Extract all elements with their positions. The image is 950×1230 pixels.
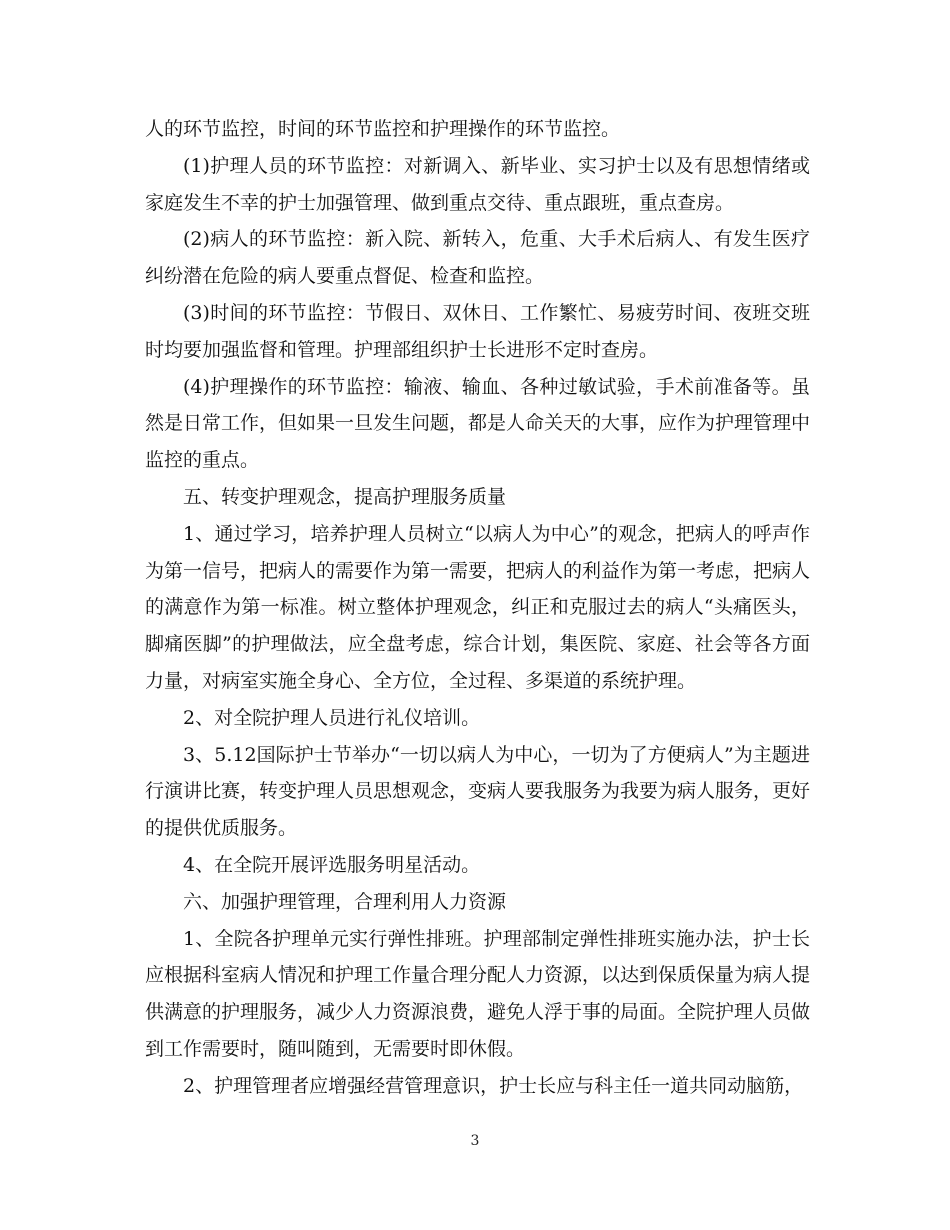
paragraph-13: 2、护理管理者应增强经营管理意识，护士长应与科主任一道共同动脑筋，: [183, 1074, 804, 1097]
paragraph-7: 1、通过学习，培养护理人员树立“以病人为中心”的观念，把病人的呼声作为第一信号，把病人的需要作为第一需要，把病人的利益作为第一考虑，把病人的满意作为第一标准。树立整体护理观念，纠正和克服过去的病人“头痛医头，脚痛医脚”的护理做法，应全盘考虑，综合计划，集医院、家庭、社会等各方面力量，对病室实施全身心、全方位，全过程、多渠道的系统护理。: [145, 522, 811, 692]
section-heading-5: 五、转变护理观念，提高护理服务质量: [183, 485, 507, 508]
paragraph-9: 3、5.12国际护士节举办“一切以病人为中心，一切为了方便病人”为主题进行演讲比赛，转变护理人员思想观念，变病人要我服务为我要为病人服务，更好的提供优质服务。: [145, 743, 811, 840]
paragraph-8: 2、对全院护理人员进行礼仪培训。: [183, 706, 481, 729]
paragraph-12: 1、全院各护理单元实行弹性排班。护理部制定弹性排班实施办法，护士长应根据科室病人情况和护理工作量合理分配人力资源，以达到保质保量为病人提供满意的护理服务，减少人力资源浪费，避免人浮于事的局面。全院护理人员做到工作需要时，随叫随到，无需要时即休假。: [145, 927, 811, 1060]
section-heading-6: 六、加强护理管理，合理利用人力资源: [183, 890, 507, 913]
document-body: [145, 111, 810, 1105]
paragraph-5: (4)护理操作的环节监控：输液、输血、各种过敏试验，手术前准备等。虽然是日常工作，但如果一旦发生问题，都是人命关天的大事，应作为护理管理中监控的重点。: [145, 375, 811, 472]
paragraph-1: 人的环节监控，时间的环节监控和护理操作的环节监控。: [145, 118, 621, 140]
paragraph-4: (3)时间的环节监控：节假日、双休日、工作繁忙、易疲劳时间、夜班交班时均要加强监督和管理。护理部组织护士长进形不定时查房。: [145, 301, 810, 361]
paragraph-10: 4、在全院开展评选服务明星活动。: [183, 853, 481, 876]
page-number: 3: [470, 1133, 480, 1149]
paragraph-2: (1)护理人员的环节监控：对新调入、新毕业、实习护士以及有思想情绪或家庭发生不幸的护士加强管理、做到重点交待、重点跟班，重点查房。: [145, 154, 810, 214]
paragraph-3: (2)病人的环节监控：新入院、新转入，危重、大手术后病人、有发生医疗纠纷潜在危险的病人要重点督促、检查和监控。: [145, 228, 810, 288]
